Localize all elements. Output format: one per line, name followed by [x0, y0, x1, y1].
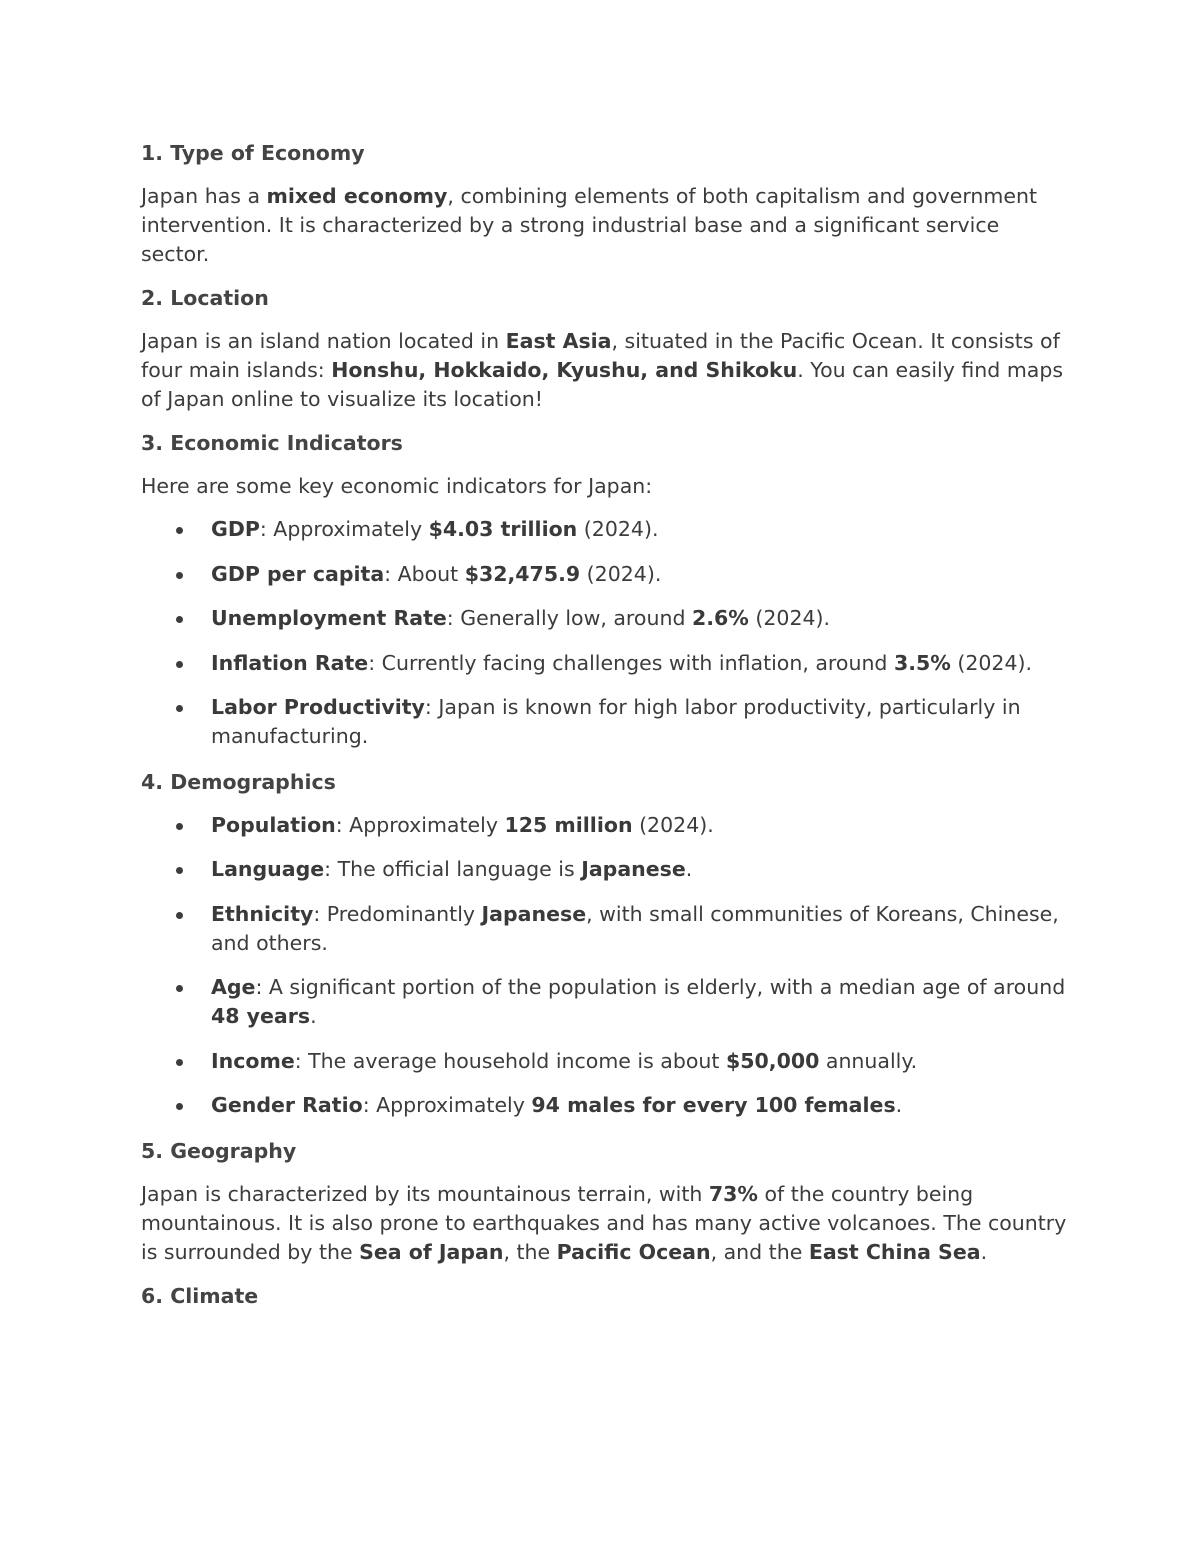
item-label: Income [211, 1048, 295, 1073]
text: . [980, 1239, 988, 1264]
bullet-icon [176, 823, 183, 830]
text: : Approximately [335, 812, 505, 837]
list-item [141, 1047, 1071, 1076]
item-label: Unemployment Rate [211, 606, 447, 630]
paragraph-economy [141, 182, 1071, 269]
item-value: 48 years [211, 1004, 311, 1028]
text: (2024). [748, 606, 831, 630]
list-item [141, 649, 1071, 678]
item-value: 2.6% [691, 606, 749, 630]
list-item [141, 973, 1071, 1031]
text: of the country being mountainous. It is also prone to earthquakes and has many active volcanoes. The country is surrounded by the [141, 1181, 1067, 1264]
bullet-icon [176, 661, 183, 668]
heading-geography: 5. Geography [141, 1138, 297, 1163]
heading-climate: 6. Climate [141, 1283, 259, 1308]
item-label: Ethnicity [211, 901, 314, 926]
item-label: Age [211, 975, 256, 999]
text: : Japan is known for high labor productivity, particularly in manufacturing. [211, 695, 1021, 748]
bullet-icon [176, 985, 183, 992]
text: (2024). [577, 517, 659, 541]
item-value: 3.5% [893, 650, 951, 675]
bold-text: Honshu, Hokkaido, Kyushu, and Shikoku [331, 358, 798, 382]
text: . You can easily find maps of Japan online to visualize its location! [141, 358, 1064, 411]
bold-text: Sea of Japan [359, 1239, 504, 1264]
item-value: 94 males for every 100 females [531, 1093, 896, 1117]
list-item [141, 604, 1071, 633]
paragraph-indicators-intro: Here are some key economic indicators for Japan: [141, 474, 653, 498]
bold-text: Pacific Ocean [556, 1239, 711, 1264]
text: : The official language is [324, 857, 582, 881]
list-item [141, 560, 1071, 589]
list-item [141, 693, 1071, 751]
item-value: Japanese [581, 857, 686, 881]
item-label: Gender Ratio [211, 1093, 363, 1117]
text: : About [384, 561, 465, 586]
list-item [141, 515, 1071, 544]
text: , combining elements of both capitalism and government intervention. It is characterized by a strong industrial base and a significant service sector. [141, 184, 1038, 266]
item-label: Inflation Rate [211, 650, 369, 675]
text: Japan is characterized by its mountainous terrain, with [141, 1181, 709, 1206]
text: : Approximately [362, 1093, 532, 1117]
item-value: $50,000 [725, 1048, 820, 1073]
item-label: Population [211, 812, 336, 837]
list-item [141, 811, 1071, 840]
text: (2024). [580, 561, 662, 586]
item-label: Language [211, 857, 325, 881]
text: : The average household income is about [294, 1048, 726, 1073]
item-value: Japanese [481, 901, 587, 926]
text: : Predominantly [313, 901, 482, 926]
bold-text: East China Sea [808, 1239, 981, 1264]
bullet-icon [176, 572, 183, 579]
item-label: Labor Productivity [211, 695, 425, 719]
list-item [141, 900, 1071, 958]
item-value: $32,475.9 [464, 561, 581, 586]
text: . [310, 1004, 317, 1028]
bullet-icon [176, 527, 183, 534]
text: Japan has a [141, 184, 267, 208]
text: . [895, 1093, 903, 1117]
text: , situated in the Pacific Ocean. It consists of four main islands: [141, 329, 1060, 382]
list-item [141, 855, 1071, 884]
text: Japan is an island nation located in [141, 329, 506, 353]
list-demographics [141, 811, 1071, 1121]
heading-type-of-economy: 1. Type of Economy [141, 141, 365, 165]
text: , with small communities of Koreans, Chinese, and others. [211, 901, 1059, 955]
text: annually. [819, 1048, 918, 1073]
heading-location: 2. Location [141, 286, 269, 310]
text: : Approximately [259, 517, 429, 541]
list-economic-indicators [141, 515, 1071, 751]
text: : A significant portion of the population is elderly, with a median age of around [255, 975, 1066, 999]
list-item [141, 1091, 1071, 1120]
bold-text: mixed economy [266, 184, 448, 208]
bullet-icon [176, 1103, 183, 1110]
document-page [141, 138, 1071, 1325]
item-value: 125 million [504, 812, 633, 837]
paragraph-location [141, 327, 1071, 414]
bullet-icon [176, 867, 183, 874]
text: : Generally low, around [446, 606, 692, 630]
text: . [685, 857, 693, 881]
bullet-icon [176, 912, 183, 919]
item-label: GDP per capita [211, 561, 385, 586]
heading-demographics: 4. Demographics [141, 769, 336, 794]
bold-text: East Asia [505, 329, 612, 353]
bullet-icon [176, 616, 183, 623]
text: , and the [710, 1239, 809, 1264]
item-label: GDP [211, 517, 260, 541]
bullet-icon [176, 1059, 183, 1066]
item-value: $4.03 trillion [428, 517, 578, 541]
paragraph-geography [141, 1180, 1071, 1267]
text: (2024). [950, 650, 1033, 675]
heading-economic-indicators: 3. Economic Indicators [141, 431, 403, 455]
bullet-icon [176, 705, 183, 712]
text: : Currently facing challenges with inflation, around [368, 650, 894, 675]
text: (2024). [632, 812, 714, 837]
text: , the [503, 1239, 557, 1264]
bold-text: 73% [708, 1181, 758, 1206]
